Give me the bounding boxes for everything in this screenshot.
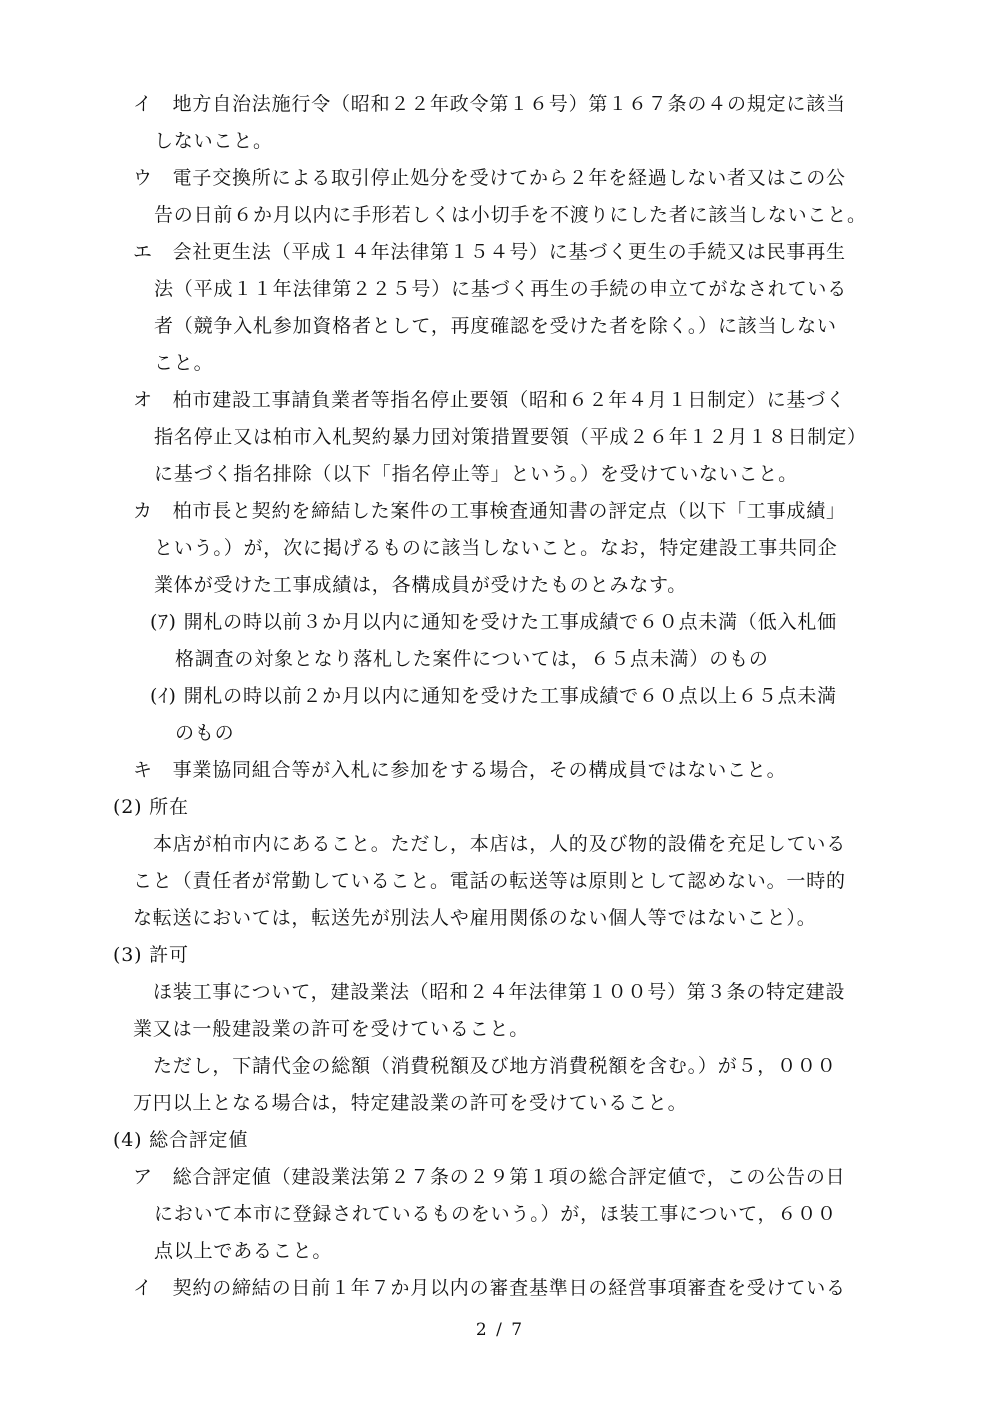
section-3-heading: (3) 許可 bbox=[113, 944, 189, 966]
item-e-line-2: 法（平成１１年法律第２２５号）に基づく再生の手続の申立てがなされている bbox=[154, 278, 848, 300]
section-2-text-line-2: こと（責任者が常勤していること。電話の転送等は原則として認めない。一時的 bbox=[133, 870, 846, 892]
item-u-line-2: 告の日前６か月以内に手形若しくは小切手を不渡りにした者に該当しないこと。 bbox=[154, 204, 867, 226]
page-number: 2 / 7 bbox=[475, 1320, 525, 1340]
item-o-line-2: 指名停止又は柏市入札契約暴力団対策措置要領（平成２６年１２月１８日制定） bbox=[154, 426, 867, 448]
subitem-a-line-2: 格調査の対象となり落札した案件については，６５点未満）のもの bbox=[175, 648, 769, 670]
item-o-line-1: オ 柏市建設工事請負業者等指名停止要領（昭和６２年４月１日制定）に基づく bbox=[133, 389, 846, 411]
item-u-line-1: ウ 電子交換所による取引停止処分を受けてから２年を経過しない者又はこの公 bbox=[133, 167, 846, 189]
section-3-text-line-3: ただし，下請代金の総額（消費税額及び地方消費税額を含む。）が５，０００ bbox=[153, 1055, 837, 1077]
item-o-line-3: に基づく指名排除（以下「指名停止等」という。）を受けていないこと。 bbox=[154, 463, 798, 485]
subitem-i-line-2: のもの bbox=[175, 722, 235, 744]
item-ka-line-3: 業体が受けた工事成績は，各構成員が受けたものとみなす。 bbox=[154, 574, 688, 596]
section-3-text-line-1: ほ装工事について，建設業法（昭和２４年法律第１００号）第３条の特定建設 bbox=[153, 981, 846, 1003]
subitem-i-line-1: (ｲ) 開札の時以前２か月以内に通知を受けた工事成績で６０点以上６５点未満 bbox=[150, 685, 837, 707]
section-4-item-a-line-3: 点以上であること。 bbox=[154, 1240, 333, 1262]
item-i-line-2: しないこと。 bbox=[154, 130, 273, 152]
item-i-line-1: イ 地方自治法施行令（昭和２２年政令第１６号）第１６７条の４の規定に該当 bbox=[133, 93, 846, 115]
section-4-heading: (4) 総合評定値 bbox=[113, 1129, 249, 1151]
item-e-line-1: エ 会社更生法（平成１４年法律第１５４号）に基づく更生の手続又は民事再生 bbox=[133, 241, 846, 263]
section-4-item-a-line-1: ア 総合評定値（建設業法第２７条の２９第１項の総合評定値で，この公告の日 bbox=[133, 1166, 846, 1188]
item-ka-line-2: という。）が，次に掲げるものに該当しないこと。なお，特定建設工事共同企 bbox=[154, 537, 838, 559]
section-2-text-line-3: な転送においては，転送先が別法人や雇用関係のない個人等ではないこと）。 bbox=[133, 907, 817, 929]
section-3-text-line-4: 万円以上となる場合は，特定建設業の許可を受けていること。 bbox=[133, 1092, 688, 1114]
item-e-line-4: こと。 bbox=[154, 352, 214, 374]
section-2-text-line-1: 本店が柏市内にあること。ただし，本店は，人的及び物的設備を充足している bbox=[153, 833, 847, 855]
section-4-item-a-line-2: において本市に登録されているものをいう。）が，ほ装工事について，６００ bbox=[154, 1203, 837, 1225]
section-4-item-i-line-1: イ 契約の締結の日前１年７か月以内の審査基準日の経営事項審査を受けている bbox=[133, 1277, 846, 1299]
item-ki-line-1: キ 事業協同組合等が入札に参加をする場合，その構成員ではないこと。 bbox=[133, 759, 787, 781]
section-3-text-line-2: 業又は一般建設業の許可を受けていること。 bbox=[133, 1018, 530, 1040]
section-2-heading: (2) 所在 bbox=[113, 796, 189, 818]
subitem-a-line-1: (ｱ) 開札の時以前３か月以内に通知を受けた工事成績で６０点未満（低入札価 bbox=[150, 611, 837, 633]
item-e-line-3: 者（競争入札参加資格者として，再度確認を受けた者を除く。）に該当しない bbox=[154, 315, 837, 337]
item-ka-line-1: カ 柏市長と契約を締結した案件の工事検査通知書の評定点（以下「工事成績」 bbox=[133, 500, 846, 522]
